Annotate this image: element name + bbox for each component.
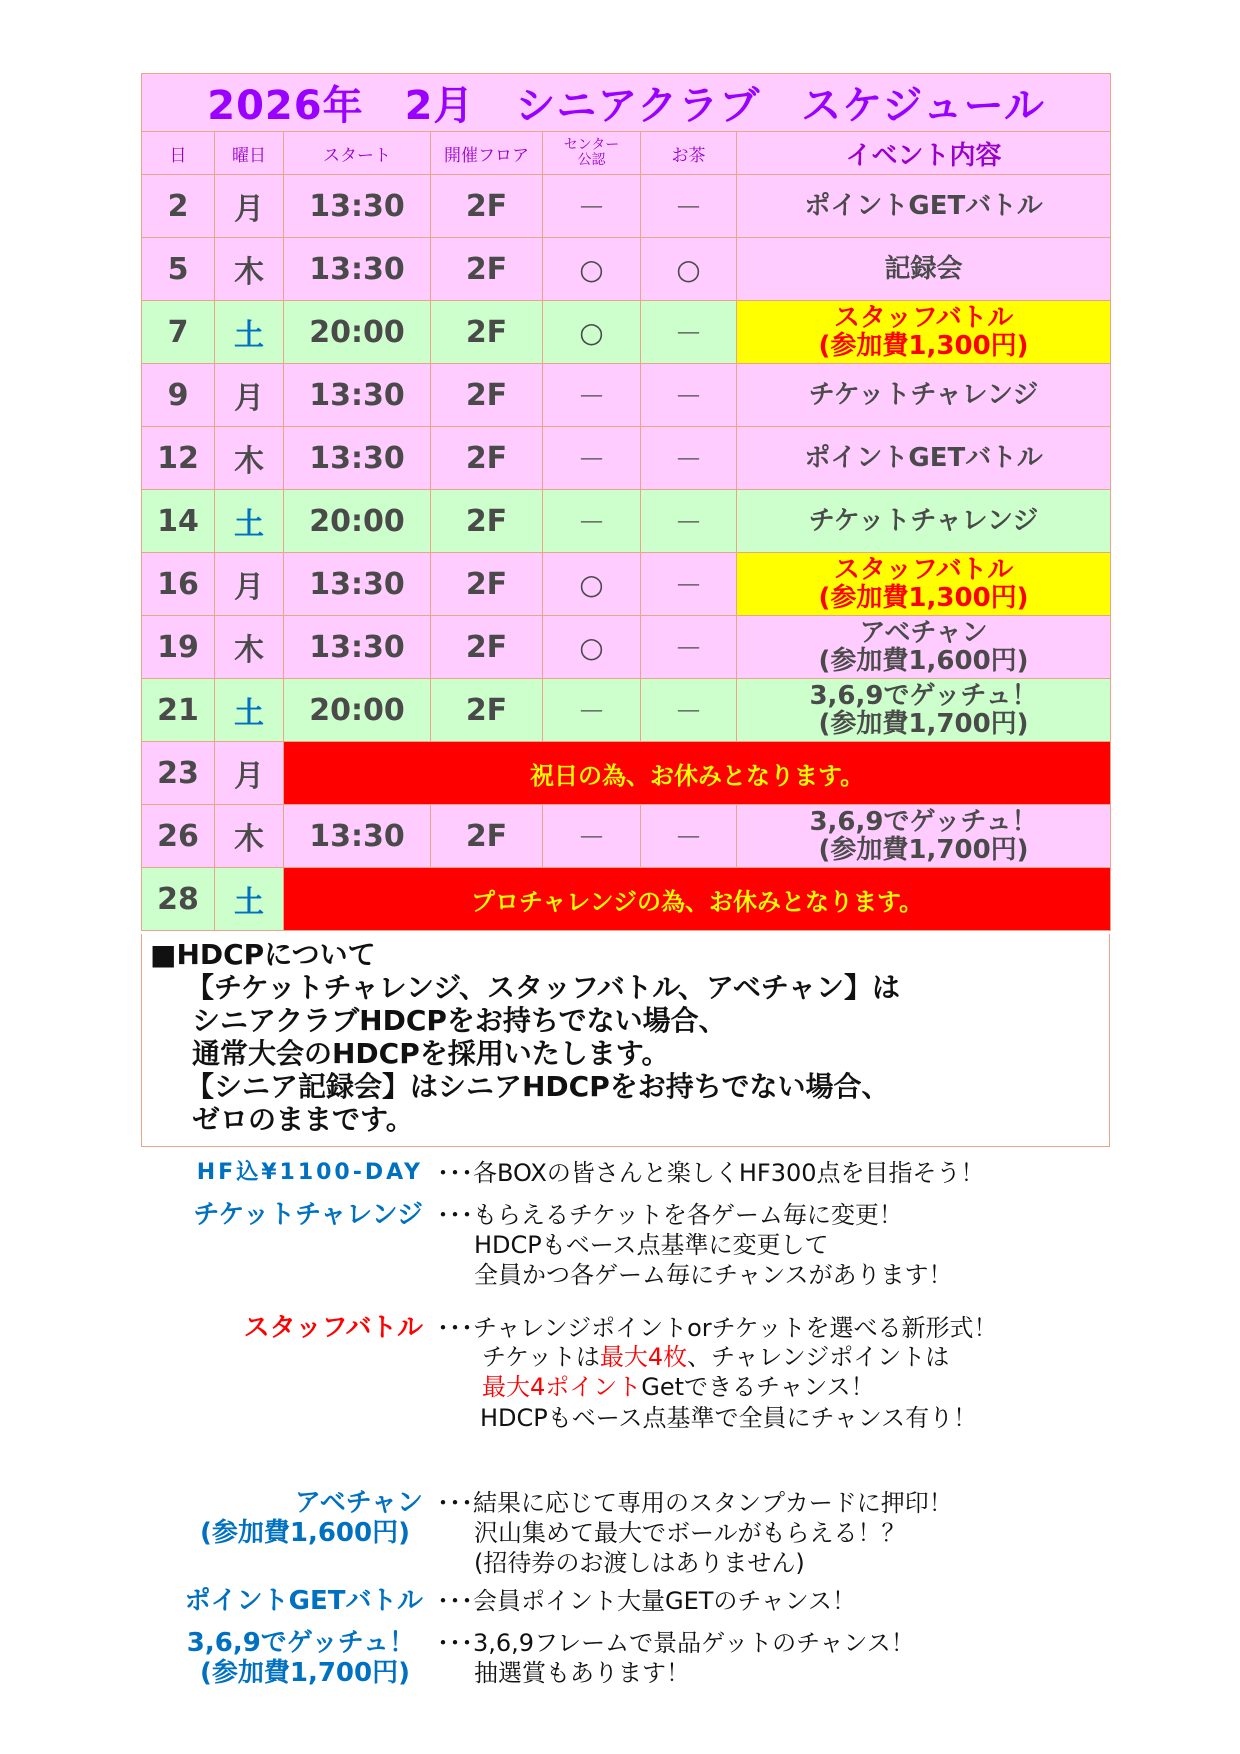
note-text: (招待券のお渡しはありません) — [474, 1549, 805, 1577]
hdcp-line: シニアクラブHDCPをお持ちでない場合、 — [192, 1004, 727, 1037]
event-line: 3,6,9でゲッチュ！ — [809, 807, 1038, 837]
event-line: ポイントGETバトル — [804, 191, 1043, 221]
day-cell: 14 — [142, 490, 215, 553]
weekday-cell: 土 — [215, 679, 284, 742]
page-title: 2026年 2月 シニアクラブ スケジュール — [142, 74, 1111, 132]
start-time-cell: 13:30 — [284, 616, 431, 679]
tea-cell: － — [641, 364, 737, 427]
event-cell — [737, 301, 1111, 364]
header-start: スタート — [284, 132, 431, 175]
floor-cell: 2F — [431, 679, 543, 742]
event-cell — [737, 616, 1111, 679]
event-line: チケットチャレンジ — [808, 380, 1039, 410]
note-label-point: ポイントGETバトル — [184, 1586, 423, 1616]
note-text: ･･･もらえるチケットを各ゲーム毎に変更！ — [437, 1201, 903, 1229]
center-approved-cell: － — [543, 364, 641, 427]
day-cell: 23 — [142, 742, 215, 805]
hdcp-heading: ■HDCPについて — [150, 938, 376, 971]
note-label-369: 3,6,9でゲッチュ！ — [186, 1628, 415, 1658]
schedule-row — [142, 301, 1111, 364]
weekday-cell: 月 — [215, 175, 284, 238]
tea-cell: － — [641, 175, 737, 238]
note-text: 全員かつ各ゲーム毎にチャンスがあります！ — [474, 1261, 953, 1289]
note-text: ･･･会員ポイント大量GETのチャンス！ — [437, 1587, 856, 1615]
note-text: ･･･結果に応じて専用のスタンプカードに押印！ — [437, 1489, 953, 1517]
schedule-row — [142, 427, 1111, 490]
schedule-row — [142, 490, 1111, 553]
event-cell — [737, 490, 1111, 553]
day-cell: 19 — [142, 616, 215, 679]
day-cell: 28 — [142, 868, 215, 931]
closed-notice: プロチャレンジの為、お休みとなります。 — [284, 868, 1111, 931]
note-text-part: Getできるチャンス！ — [641, 1373, 875, 1401]
floor-cell: 2F — [431, 805, 543, 868]
schedule-row — [142, 553, 1111, 616]
tea-cell: － — [641, 490, 737, 553]
event-cell — [737, 553, 1111, 616]
event-cell — [737, 175, 1111, 238]
floor-cell: 2F — [431, 616, 543, 679]
center-approved-cell: － — [543, 490, 641, 553]
day-cell: 2 — [142, 175, 215, 238]
center-approved-cell: － — [543, 805, 641, 868]
start-time-cell: 20:00 — [284, 679, 431, 742]
event-cell — [737, 364, 1111, 427]
event-cell — [737, 805, 1111, 868]
event-line: (参加費1,700円) — [818, 835, 1029, 865]
floor-cell: 2F — [431, 175, 543, 238]
note-highlight: 最大4ポイント — [482, 1373, 642, 1401]
header-center-line1: センター — [563, 137, 620, 153]
note-label-abe-fee: (参加費1,600円) — [199, 1518, 410, 1548]
note-text: HDCPもベース点基準に変更して — [474, 1231, 829, 1259]
day-cell: 5 — [142, 238, 215, 301]
schedule-row — [142, 238, 1111, 301]
header-row — [142, 132, 1111, 175]
day-cell: 9 — [142, 364, 215, 427]
tea-cell: － — [641, 553, 737, 616]
event-line: (参加費1,300円) — [818, 331, 1029, 361]
event-cell — [737, 427, 1111, 490]
hdcp-note-box — [141, 934, 1110, 1147]
start-time-cell: 13:30 — [284, 553, 431, 616]
start-time-cell: 13:30 — [284, 175, 431, 238]
tea-cell: ○ — [641, 238, 737, 301]
floor-cell: 2F — [431, 490, 543, 553]
schedule-row — [142, 679, 1111, 742]
note-label-hf: HF込¥1100-DAY — [196, 1160, 423, 1185]
event-cell — [737, 679, 1111, 742]
schedule-row — [142, 175, 1111, 238]
event-line: スタッフバトル — [833, 303, 1014, 333]
start-time-cell: 20:00 — [284, 490, 431, 553]
center-approved-cell: ○ — [543, 616, 641, 679]
event-line: (参加費1,700円) — [818, 709, 1029, 739]
header-floor: 開催フロア — [431, 132, 543, 175]
event-line: アベチャン — [859, 618, 988, 648]
day-cell: 12 — [142, 427, 215, 490]
header-tea: お茶 — [641, 132, 737, 175]
start-time-cell: 13:30 — [284, 238, 431, 301]
weekday-cell: 月 — [215, 364, 284, 427]
header-event: イベント内容 — [737, 132, 1111, 175]
schedule-row — [142, 364, 1111, 427]
center-approved-cell: － — [543, 175, 641, 238]
center-approved-cell: ○ — [543, 238, 641, 301]
note-text — [482, 1372, 875, 1402]
closed-notice: 祝日の為、お休みとなります。 — [284, 742, 1111, 805]
note-text: ･･･3,6,9フレームで景品ゲットのチャンス！ — [437, 1629, 915, 1657]
header-center-line2: 公認 — [577, 152, 606, 168]
note-text-part: 、チャレンジポイントは — [687, 1343, 950, 1371]
schedule-rows — [142, 175, 1111, 931]
note-highlight: 最大4枚 — [599, 1343, 688, 1371]
weekday-cell: 土 — [215, 301, 284, 364]
note-text: 沢山集めて最大でボールがもらえる！？ — [474, 1519, 906, 1547]
tea-cell: － — [641, 301, 737, 364]
schedule-row — [142, 742, 1111, 805]
note-label-abe: アベチャン — [294, 1488, 423, 1518]
tea-cell: － — [641, 616, 737, 679]
event-line: (参加費1,600円) — [818, 646, 1029, 676]
header-weekday: 曜日 — [215, 132, 284, 175]
note-text — [482, 1342, 949, 1372]
event-line: 記録会 — [884, 254, 963, 284]
event-line: ポイントGETバトル — [804, 443, 1043, 473]
schedule-row — [142, 805, 1111, 868]
weekday-cell: 木 — [215, 616, 284, 679]
floor-cell: 2F — [431, 364, 543, 427]
floor-cell: 2F — [431, 301, 543, 364]
hdcp-line: 【チケットチャレンジ、スタッフバトル、アベチャン】は — [186, 971, 901, 1004]
hdcp-line: ゼロのままです。 — [192, 1103, 414, 1136]
note-label-ticket: チケットチャレンジ — [193, 1200, 423, 1230]
weekday-cell: 月 — [215, 742, 284, 805]
floor-cell: 2F — [431, 553, 543, 616]
start-time-cell: 13:30 — [284, 805, 431, 868]
schedule-row — [142, 868, 1111, 931]
tea-cell: － — [641, 679, 737, 742]
center-approved-cell: － — [543, 679, 641, 742]
tea-cell: － — [641, 427, 737, 490]
center-approved-cell: ○ — [543, 553, 641, 616]
start-time-cell: 13:30 — [284, 427, 431, 490]
center-approved-cell: ○ — [543, 301, 641, 364]
weekday-cell: 土 — [215, 868, 284, 931]
floor-cell: 2F — [431, 427, 543, 490]
schedule-table — [141, 73, 1111, 931]
day-cell: 16 — [142, 553, 215, 616]
weekday-cell: 木 — [215, 238, 284, 301]
header-center — [543, 132, 641, 175]
schedule-row — [142, 616, 1111, 679]
weekday-cell: 木 — [215, 427, 284, 490]
day-cell: 21 — [142, 679, 215, 742]
floor-cell: 2F — [431, 238, 543, 301]
event-cell — [737, 238, 1111, 301]
note-text: ･･･各BOXの皆さんと楽しくHF300点を目指そう！ — [437, 1159, 985, 1187]
hdcp-line: 【シニア記録会】はシニアHDCPをお持ちでない場合、 — [186, 1070, 890, 1103]
header-day: 日 — [142, 132, 215, 175]
note-text: HDCPもベース点基準で全員にチャンス有り！ — [480, 1404, 978, 1432]
note-label-staff: スタッフバトル — [243, 1313, 423, 1343]
event-line: スタッフバトル — [833, 555, 1014, 585]
tea-cell: － — [641, 805, 737, 868]
event-line: 3,6,9でゲッチュ！ — [809, 681, 1038, 711]
start-time-cell: 20:00 — [284, 301, 431, 364]
event-line: チケットチャレンジ — [808, 506, 1039, 536]
note-text: ･･･チャレンジポイントorチケットを選べる新形式！ — [437, 1314, 998, 1342]
note-label-369-fee: (参加費1,700円) — [199, 1658, 410, 1688]
day-cell: 7 — [142, 301, 215, 364]
center-approved-cell: － — [543, 427, 641, 490]
weekday-cell: 土 — [215, 490, 284, 553]
note-text: 抽選賞もあります！ — [474, 1659, 690, 1687]
hdcp-line: 通常大会のHDCPを採用いたします。 — [192, 1037, 670, 1070]
note-text-part: チケットは — [482, 1343, 600, 1371]
start-time-cell: 13:30 — [284, 364, 431, 427]
weekday-cell: 木 — [215, 805, 284, 868]
day-cell: 26 — [142, 805, 215, 868]
weekday-cell: 月 — [215, 553, 284, 616]
event-line: (参加費1,300円) — [818, 583, 1029, 613]
